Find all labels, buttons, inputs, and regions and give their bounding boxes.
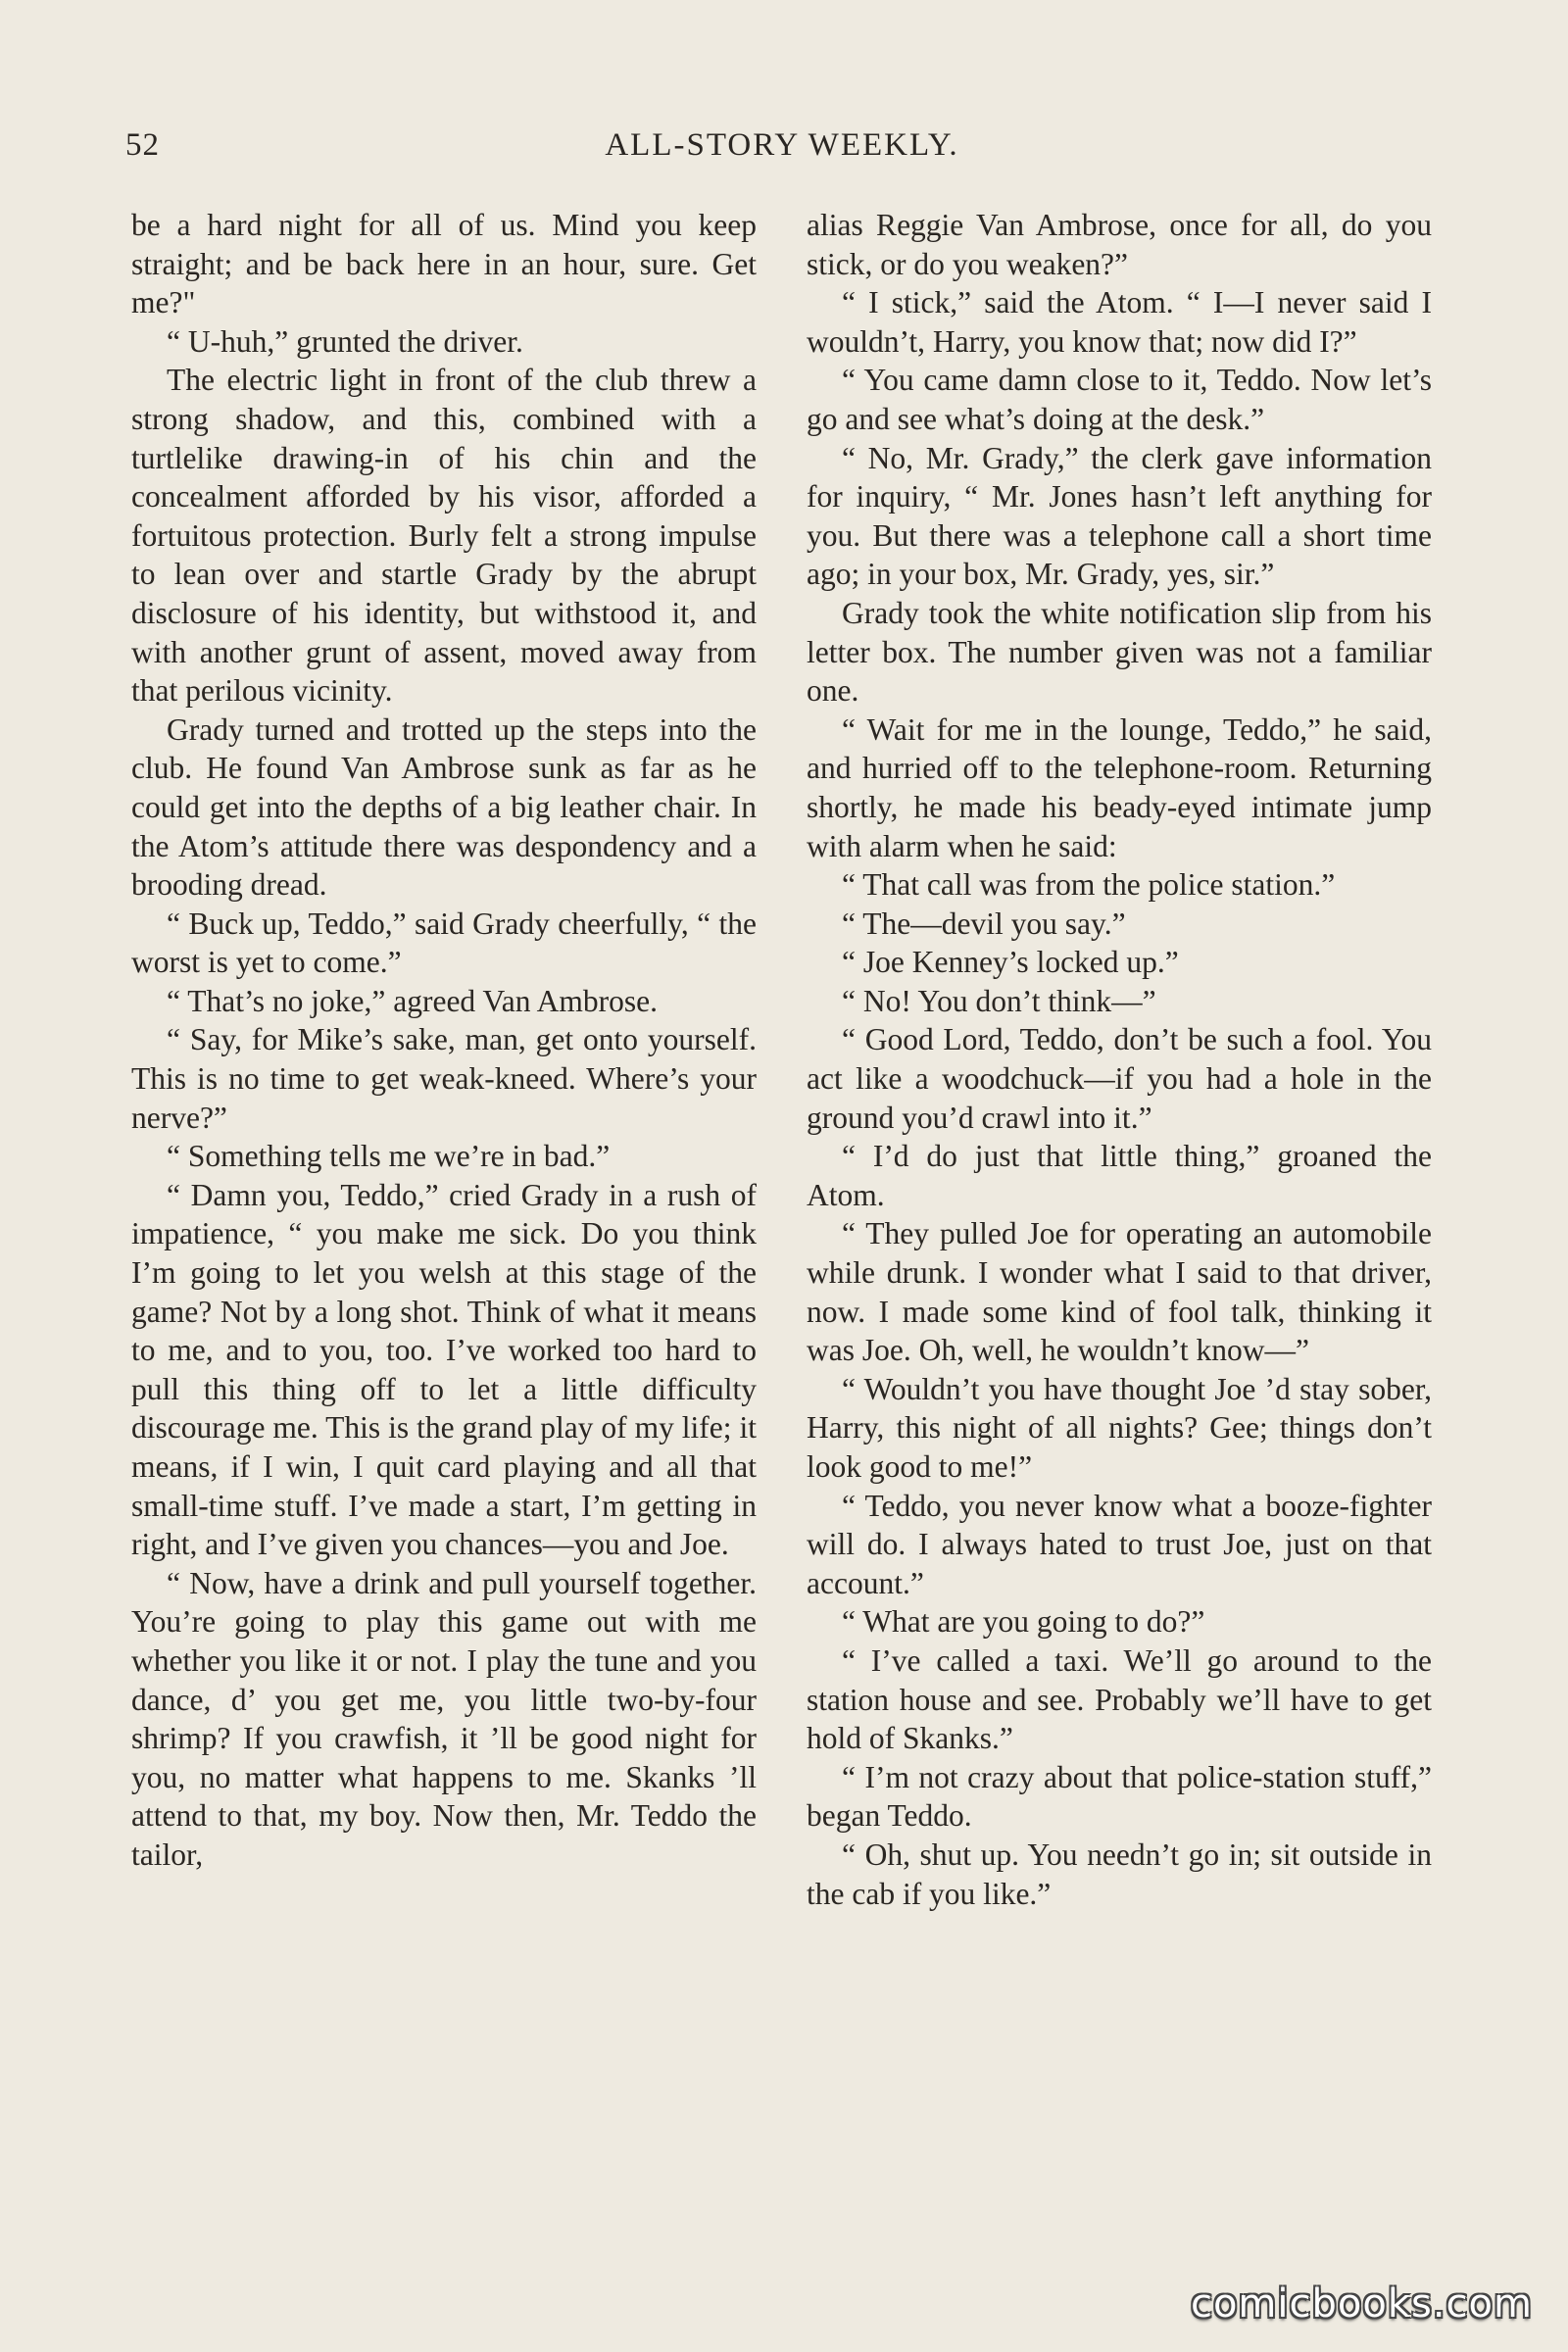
paragraph: Grady turned and trotted up the steps into the club. He found Van Ambrose sunk as far as he could get into the depths of a big leather chair. In the Atom’s attitude there was despondency and a brooding dread.: [131, 711, 757, 903]
paragraph: “ Good Lord, Teddo, don’t be such a fool. You act like a woodchuck—if you had a hole in the ground you’d crawl into it.”: [807, 1022, 1432, 1135]
paragraph: “ That call was from the police station.”: [842, 867, 1336, 903]
paragraph: “ I’ve called a taxi. We’ll go around to the station house and see. Probably we’ll have to get hold of Skanks.”: [807, 1642, 1432, 1756]
paragraph: “ That’s no joke,” agreed Van Ambrose.: [167, 983, 658, 1018]
paragraph: The electric light in front of the club threw a strong shadow, and this, combined with a turtlelike drawing-in of his chin and the concealment afforded by his visor, afforded a fortuitous protection. Burly felt a strong impulse to lean over and startle Grady by the abrupt disclosure of his identity, but withstood it, and with another grunt of assent, moved away from that perilous vicinity.: [131, 363, 757, 709]
paragraph: “ Oh, shut up. You needn’t go in; sit outside in the cab if you like.”: [807, 1837, 1432, 1911]
paragraph: alias Reggie Van Ambrose, once for all, do you stick, or do you weaken?”: [807, 208, 1432, 281]
paragraph: “ Wouldn’t you have thought Joe ’d stay sober, Harry, this night of all nights? Gee; things don’t look good to me!”: [807, 1371, 1432, 1484]
paragraph: “ Damn you, Teddo,” cried Grady in a rush of impatience, “ you make me sick. Do you think I’m going to let you welsh at this stage of the game? Not by a long shot. Think of what it means to me, and to you, too. I’ve worked too hard to pull this thing off to let a little difficulty discourage me. This is the grand play of my life; it means, if I win, I quit card playing and all that small-time stuff. I’ve made a start, I’m getting in right, and I’ve given you chances—you and Joe.: [131, 1177, 757, 1562]
paragraph: “ I’d do just that little thing,” groaned the Atom.: [807, 1139, 1432, 1212]
paragraph: be a hard night for all of us. Mind you keep straight; and be back here in an hour, sure. Get me?": [131, 208, 757, 320]
paragraph: “ Joe Kenney’s locked up.”: [842, 945, 1179, 980]
paragraph: “ Buck up, Teddo,” said Grady cheerfully, “ the worst is yet to come.”: [131, 906, 757, 980]
watermark-logo: comicbooks.com: [1190, 2281, 1533, 2327]
paragraph: “ Wait for me in the lounge, Teddo,” he said, and hurried off to the telephone-room. Returning shortly, he made his beady-eyed intimate jump with alarm when he said:: [807, 711, 1432, 863]
paragraph: “ I stick,” said the Atom. “ I—I never said I wouldn’t, Harry, you know that; now did I?”: [807, 285, 1432, 359]
left-column: [131, 206, 757, 1875]
right-column: [807, 206, 1432, 1913]
paragraph: “ They pulled Joe for operating an automobile while drunk. I wonder what I said to that driver, now. I made some kind of fool talk, thinking it was Joe. Oh, well, he wouldn’t know—”: [807, 1216, 1432, 1368]
paragraph: “ Teddo, you never know what a booze-fighter will do. I always hated to trust Joe, just on that account.”: [807, 1488, 1432, 1600]
paragraph: “ No, Mr. Grady,” the clerk gave information for inquiry, “ Mr. Jones hasn’t left anything for you. But there was a telephone call a short time ago; in your box, Mr. Grady, yes, sir.”: [807, 440, 1432, 592]
paragraph: “ The—devil you say.”: [842, 906, 1126, 941]
paragraph: “ No! You don’t think—”: [842, 983, 1156, 1018]
paragraph: Grady took the white notification slip from his letter box. The number given was not a familiar one.: [807, 595, 1432, 709]
paragraph: “ Now, have a drink and pull yourself together. You’re going to play this game out with me whether you like it or not. I play the tune and you dance, d’ you get me, you little two-by-four shrimp? If you crawfish, it ’ll be good night for you, no matter what happens to me. Skanks ’ll attend to that, my boy. Now then, Mr. Teddo the tailor,: [131, 1565, 757, 1872]
paragraph: “ U-huh,” grunted the driver.: [167, 323, 523, 359]
paragraph: “ You came damn close to it, Teddo. Now let’s go and see what’s doing at the desk.”: [807, 363, 1432, 436]
paragraph: “ What are you going to do?”: [842, 1604, 1205, 1640]
paragraph: “ I’m not crazy about that police-station stuff,” began Teddo.: [807, 1759, 1432, 1834]
paragraph: “ Say, for Mike’s sake, man, get onto yourself. This is no time to get weak-kneed. Where’s your nerve?”: [131, 1022, 757, 1135]
page-number: 52: [125, 127, 160, 163]
paragraph: “ Something tells me we’re in bad.”: [167, 1139, 611, 1174]
page-header: [125, 127, 1439, 176]
running-head: ALL-STORY WEEKLY.: [605, 127, 959, 163]
